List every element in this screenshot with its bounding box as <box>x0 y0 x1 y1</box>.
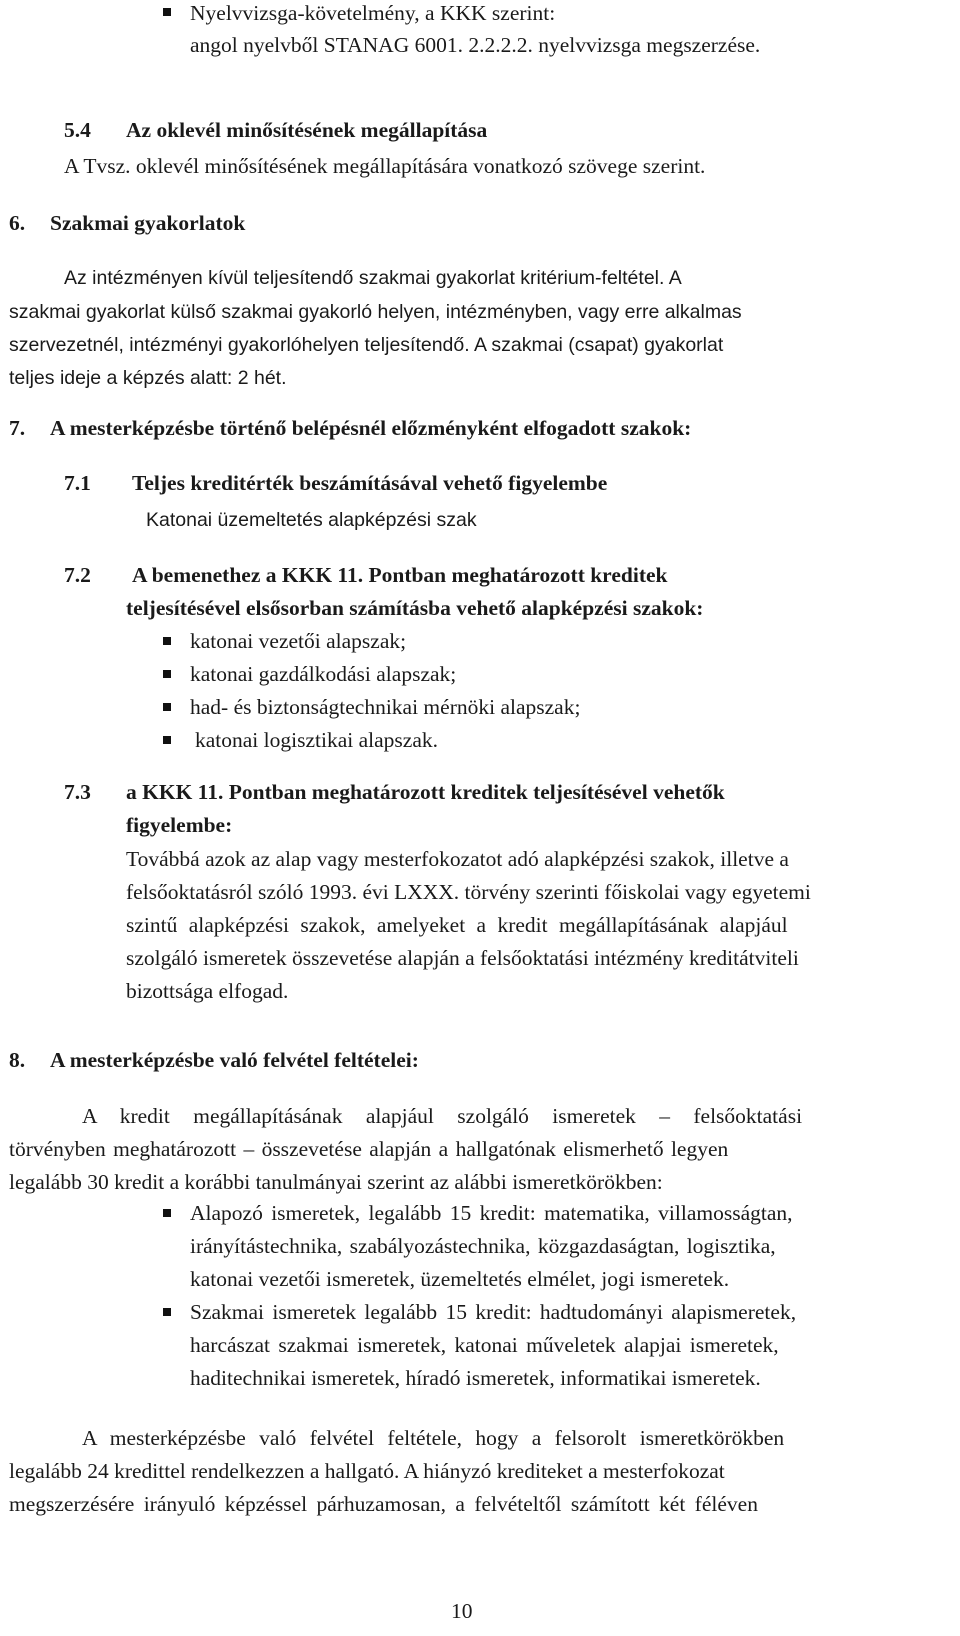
section-6-line-2: szakmai gyakorlat külső szakmai gyakorló helyen, intézményben, vagy erre alkalmas <box>9 301 742 323</box>
section-8-intro-line-2: törvényben meghatározott – összevetése alapján a hallgatónak elismerhető legyen <box>9 1137 729 1161</box>
section-7-3-line-5: bizottsága elfogad. <box>126 979 289 1003</box>
section-7-1-heading: Teljes kreditérték beszámításával vehető figyelembe <box>132 471 608 495</box>
section-7-2-item: had- és biztonságtechnikai mérnöki alapszak; <box>190 695 581 719</box>
section-7-3-line-4: szolgáló ismeretek összevetése alapján a felsőoktatási intézmény kreditátviteli <box>126 946 799 970</box>
section-8-closing-line-2: legalább 24 kredittel rendelkezzen a hallgató. A hiányzó krediteket a mesterfokozat <box>9 1459 725 1483</box>
bullet-square-icon <box>163 8 171 16</box>
page-number: 10 <box>451 1599 473 1623</box>
top-bullet-line2: angol nyelvből STANAG 6001. 2.2.2.2. nyelvvizsga megszerzése. <box>190 33 761 57</box>
section-7-3-line-3: szintű alapképzési szakok, amelyeket a kredit megállapításának alapjául <box>126 913 788 937</box>
section-7-2-heading-line2: teljesítésével elsősorban számításba vehető alapképzési szakok: <box>126 596 704 620</box>
section-7-3-number: 7.3 <box>64 780 91 804</box>
section-6-line-1: Az intézményen kívül teljesítendő szakmai gyakorlat kritérium-feltétel. A <box>64 267 682 289</box>
bullet-square-icon <box>163 736 171 744</box>
section-7-2-item: katonai gazdálkodási alapszak; <box>190 662 457 686</box>
section-6-line-3: szervezetnél, intézményi gyakorlóhelyen teljesítendő. A szakmai (csapat) gyakorlat <box>9 334 724 356</box>
bullet-square-icon <box>163 1209 171 1217</box>
section-7-3-line-2: felsőoktatásról szóló 1993. évi LXXX. törvény szerinti főiskolai vagy egyetemi <box>126 880 811 904</box>
section-8-intro-line-1: A kredit megállapításának alapjául szolgáló ismeretek – felsőoktatási <box>82 1104 803 1128</box>
section-8-bullet-2-line-1: Szakmai ismeretek legalább 15 kredit: hadtudományi alapismeretek, <box>190 1300 797 1324</box>
section-8-bullet-1-line-3: katonai vezetői ismeretek, üzemeltetés elmélet, jogi ismeretek. <box>190 1267 730 1291</box>
section-5-4-number: 5.4 <box>64 118 91 142</box>
section-8-intro-line-3: legalább 30 kredit a korábbi tanulmányai szerint az alábbi ismeretkörökben: <box>9 1170 663 1194</box>
section-6-line-4: teljes ideje a képzés alatt: 2 hét. <box>9 367 287 389</box>
section-7-heading: A mesterképzésbe történő belépésnél előzményként elfogadott szakok: <box>50 416 692 440</box>
section-7-1-number: 7.1 <box>64 471 91 495</box>
section-8-closing-line-3: megszerzésére irányuló képzéssel párhuzamosan, a felvételtől számított két féléven <box>9 1492 758 1516</box>
section-7-number: 7. <box>9 416 26 440</box>
section-6-heading: Szakmai gyakorlatok <box>50 211 246 235</box>
section-7-2-heading-line1: A bemenethez a KKK 11. Pontban meghatározott kreditek <box>132 563 668 587</box>
top-bullet-line1: Nyelvvizsga-követelmény, a KKK szerint: <box>190 1 556 25</box>
section-7-3-heading-line2: figyelembe: <box>126 813 233 837</box>
section-7-2-item: katonai vezetői alapszak; <box>190 629 407 653</box>
bullet-square-icon <box>163 670 171 678</box>
section-5-4-heading: Az oklevél minősítésének megállapítása <box>126 118 488 142</box>
section-7-2-number: 7.2 <box>64 563 91 587</box>
section-8-bullet-2-line-2: harcászat szakmai ismeretek, katonai műveletek alapjai ismeretek, <box>190 1333 779 1357</box>
section-7-3-line-1: Továbbá azok az alap vagy mesterfokozatot adó alapképzési szakok, illetve a <box>126 847 789 871</box>
section-6-number: 6. <box>9 211 26 235</box>
bullet-square-icon <box>163 703 171 711</box>
section-7-3-heading-line1: a KKK 11. Pontban meghatározott kreditek teljesítésével vehetők <box>126 780 725 804</box>
section-5-4-text: A Tvsz. oklevél minősítésének megállapítására vonatkozó szövege szerint. <box>64 154 706 178</box>
section-8-bullet-2-line-3: haditechnikai ismeretek, híradó ismeretek, informatikai ismeretek. <box>190 1366 761 1390</box>
section-8-closing-line-1: A mesterképzésbe való felvétel feltétele, hogy a felsorolt ismeretkörökben <box>82 1426 785 1450</box>
section-8-heading: A mesterképzésbe való felvétel feltételei: <box>50 1048 419 1072</box>
section-8-bullet-1-line-2: irányítástechnika, szabályozástechnika, közgazdaságtan, logisztika, <box>190 1234 776 1258</box>
section-7-1-text: Katonai üzemeltetés alapképzési szak <box>146 509 477 531</box>
section-8-bullet-1-line-1: Alapozó ismeretek, legalább 15 kredit: matematika, villamosságtan, <box>190 1201 793 1225</box>
section-7-2-item: katonai logisztikai alapszak. <box>195 728 438 752</box>
section-8-number: 8. <box>9 1048 26 1072</box>
bullet-square-icon <box>163 637 171 645</box>
bullet-square-icon <box>163 1308 171 1316</box>
